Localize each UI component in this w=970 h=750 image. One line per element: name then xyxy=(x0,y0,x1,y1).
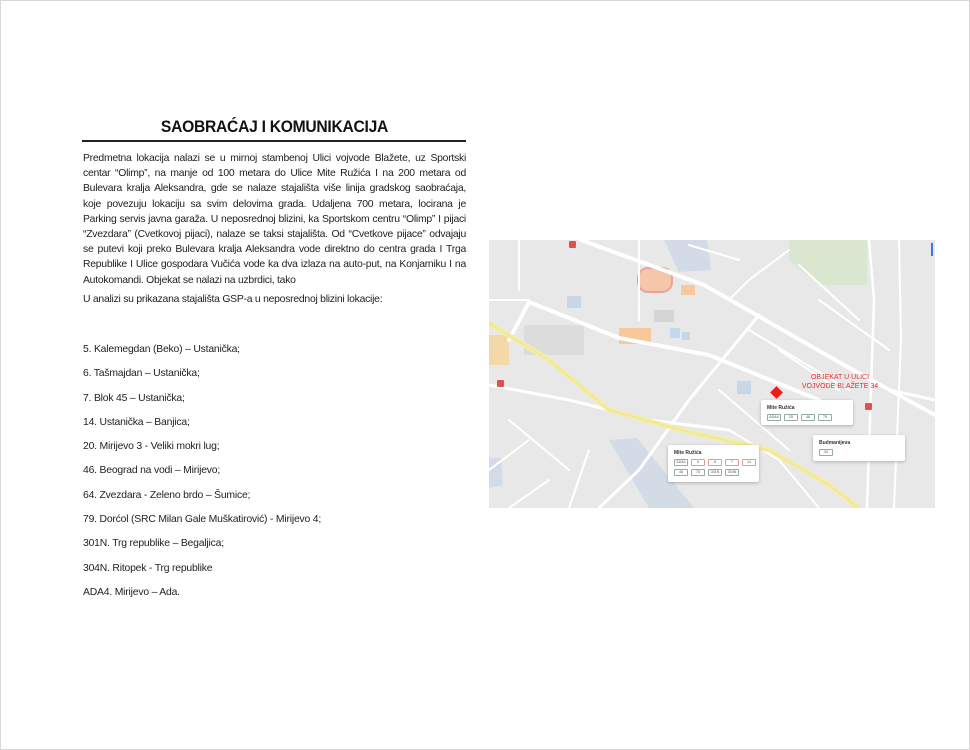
annotation-line: OBJEKAT U ULICI xyxy=(810,374,870,381)
bus-tag[interactable]: 5 xyxy=(691,459,705,466)
bus-tag[interactable]: 6 xyxy=(708,459,722,466)
bus-line-item: 304N. Ritopek - Trg republike xyxy=(83,562,213,574)
bus-tag[interactable]: 304N xyxy=(725,469,739,476)
poi-marker-icon xyxy=(865,403,872,410)
bus-line-item: 5. Kalemegdan (Beko) – Ustanička; xyxy=(83,344,240,355)
bus-line-item: 301N. Trg republike – Begaljica; xyxy=(83,538,224,550)
bus-line-item: 20. Mirijevo 3 - Veliki mokri lug; xyxy=(83,441,220,453)
bus-line-item: 7. Blok 45 – Ustanička; xyxy=(83,392,185,404)
bus-tag[interactable]: 75 xyxy=(818,414,832,421)
poi-marker-icon xyxy=(497,380,504,387)
bus-tag[interactable]: 46 xyxy=(674,469,688,476)
bus-tag[interactable]: ADA4 xyxy=(674,459,688,466)
bus-lines-list xyxy=(83,343,466,610)
bus-tag[interactable]: 7 xyxy=(725,459,739,466)
bus-tag[interactable]: 25 xyxy=(784,414,798,421)
bus-line-item: 79. Dorćol (SRC Milan Gale Muškatirović) - Mirijevo 4; xyxy=(83,514,322,526)
bus-line-item: ADA4. Mirijevo – Ada. xyxy=(83,586,180,598)
property-annotation xyxy=(790,373,890,391)
popup-title: Mite Ružića xyxy=(674,450,702,456)
poi-marker-icon xyxy=(569,241,576,248)
bus-tag[interactable]: ADA4 xyxy=(767,414,781,421)
bus-stop-popup[interactable] xyxy=(668,445,759,482)
popup-title: Budmanijeva xyxy=(819,440,851,446)
bus-line-item: 64. Zvezdara - Zeleno brdo – Šumice; xyxy=(83,489,251,501)
map-scroll-indicator[interactable] xyxy=(931,243,933,256)
bus-tag[interactable]: 14 xyxy=(742,459,756,466)
stops-intro: U analizi su prikazana stajališta GSP-a u neposrednoj blizini lokacije: xyxy=(83,294,383,305)
bus-stop-popup[interactable] xyxy=(813,435,905,461)
heading-rule xyxy=(82,140,466,142)
bus-line-item: 14. Ustanička – Banjica; xyxy=(83,416,190,428)
bus-tag[interactable]: 301N xyxy=(708,469,722,476)
bus-stop-popup[interactable] xyxy=(761,400,853,425)
bus-tag[interactable]: 34 xyxy=(819,449,833,456)
annotation-line: VOJVODE BLAŽETE 34 xyxy=(801,383,879,390)
description-paragraph: Predmetna lokacija nalazi se u mirnoj stambenoj Ulici vojvode Blažete, uz Sportski centar “Olimp”, na manje od 100 metara do Ulice Mite Ružića I na 200 metara od Bulevara kralja Aleksandra, gde se nalaze stajališta više linija gradskog saobraćaja, koje povezuju lokaciju sa svim delovima grada. Udaljena 700 metara, locirana je Parking servis javna garaža. U neposrednoj blizini, ka Sportskom centru “Olimp” I pijaci “Zvezdara” (Cvetkovoj pijaci), nalaze se taksi stajališta. Od “Cvetkove pijace” odvajaju se putevi koji preko Bulevara kralja Aleksandra vode direktno do centra grada I Trga Republike I Ulice gospodara Vučića vode ka dva izlaza na auto-put, na Konjarniku I na Autokomandi. Objekat se nalazi na uzbrdici, tako xyxy=(83,153,466,286)
bus-line-item: 6. Tašmajdan – Ustanička; xyxy=(83,368,200,380)
bus-tag[interactable]: 46 xyxy=(801,414,815,421)
popup-title: Mite Ružića xyxy=(767,405,795,411)
bus-tag[interactable]: 75 xyxy=(691,469,705,476)
section-heading: SAOBRAĆAJ I KOMUNIKACIJA xyxy=(160,117,389,136)
bus-line-item: 46. Beograd na vodi – Mirijevo; xyxy=(83,465,221,477)
